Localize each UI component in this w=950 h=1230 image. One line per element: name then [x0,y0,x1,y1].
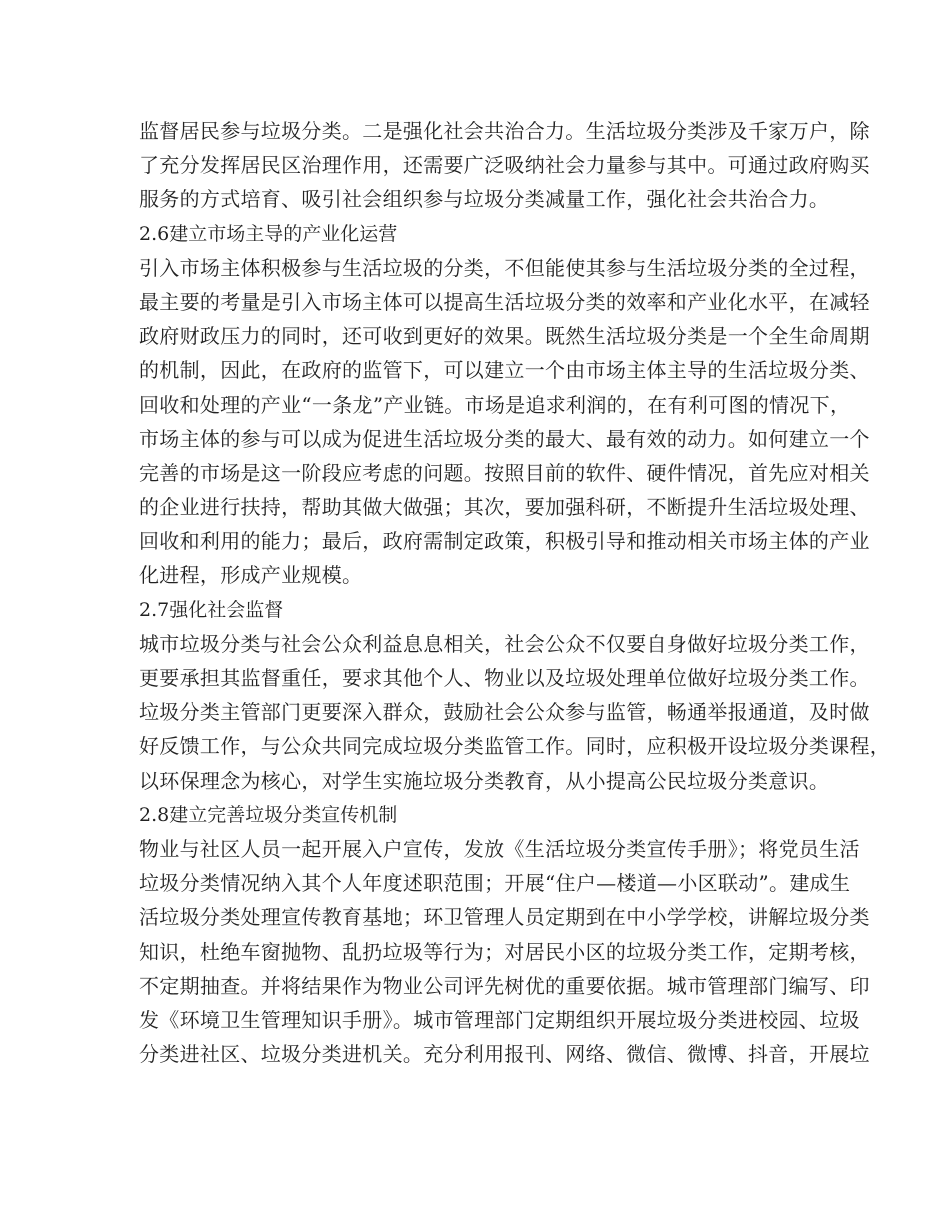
section-heading-2-7: 2.7强化社会监督 [139,598,284,621]
paragraph-line: 市场主体的参与可以成为促进生活垃圾分类的最大、最有效的动力。如何建立一个 [139,426,870,451]
paragraph-line: 引入市场主体积极参与生活垃圾的分类，不但能使其参与生活垃圾分类的全过程， [139,255,870,280]
paragraph-line: 垃圾分类情况纳入其个人年度述职范围；开展“住户—楼道—小区联动”。建成生 [139,871,851,896]
paragraph-line: 发《环境卫生管理知识手册》。城市管理部门定期组织开展垃圾分类进校园、垃圾 [139,1007,860,1032]
paragraph-line: 化进程，形成产业规模。 [139,563,363,588]
paragraph-line: 服务的方式培育、吸引社会组织参与垃圾分类减量工作，强化社会共治合力。 [139,187,830,212]
paragraph-line: 垃圾分类主管部门更要深入群众，鼓励社会公众参与监管，畅通举报通道，及时做 [139,700,870,725]
paragraph-line: 完善的市场是这一阶段应考虑的问题。按照目前的软件、硬件情况，首先应对相关 [139,460,870,485]
paragraph-line: 好反馈工作，与公众共同完成垃圾分类监管工作。同时，应积极开设垃圾分类课程， [139,734,891,759]
paragraph-line: 回收和利用的能力；最后，政府需制定政策，积极引导和推动相关市场主体的产业 [139,529,870,554]
paragraph-line: 最主要的考量是引入市场主体可以提高生活垃圾分类的效率和产业化水平，在减轻 [139,289,870,314]
paragraph-line: 分类进社区、垃圾分类进机关。充分利用报刊、网络、微信、微博、抖音，开展垃 [139,1042,870,1067]
section-heading-2-8: 2.8建立完善垃圾分类宣传机制 [139,803,398,826]
paragraph-line: 的机制，因此，在政府的监管下，可以建立一个由市场主体主导的生活垃圾分类、 [139,358,870,383]
paragraph-line: 城市垃圾分类与社会公众利益息息相关，社会公众不仅要自身做好垃圾分类工作， [139,631,870,656]
paragraph-line: 活垃圾分类处理宣传教育基地；环卫管理人员定期到在中小学学校，讲解垃圾分类 [139,905,870,930]
paragraph-line: 不定期抽查。并将结果作为物业公司评先树优的重要依据。城市管理部门编写、印 [139,973,870,998]
paragraph-line: 回收和处理的产业“一条龙”产业链。市场是追求利润的，在有利可图的情况下， [139,392,851,417]
paragraph-line: 的企业进行扶持，帮助其做大做强；其次，要加强科研，不断提升生活垃圾处理、 [139,495,870,520]
paragraph-line: 了充分发挥居民区治理作用，还需要广泛吸纳社会力量参与其中。可通过政府购买 [139,153,870,178]
paragraph-line: 更要承担其监督重任，要求其他个人、物业以及垃圾处理单位做好垃圾分类工作。 [139,666,870,690]
document-body [139,114,891,1071]
section-heading-2-6: 2.6建立市场主导的产业化运营 [139,222,398,245]
paragraph-line: 政府财政压力的同时，还可收到更好的效果。既然生活垃圾分类是一个全生命周期 [139,324,870,349]
paragraph-line: 知识，杜绝车窗抛物、乱扔垃圾等行为；对居民小区的垃圾分类工作，定期考核， [139,939,870,964]
paragraph-line: 物业与社区人员一起开展入户宣传，发放《生活垃圾分类宣传手册》；将党员生活 [139,836,860,861]
paragraph-line: 监督居民参与垃圾分类。二是强化社会共治合力。生活垃圾分类涉及千家万户，除 [139,119,870,143]
paragraph-line: 以环保理念为核心，对学生实施垃圾分类教育，从小提高公民垃圾分类意识。 [139,768,830,793]
